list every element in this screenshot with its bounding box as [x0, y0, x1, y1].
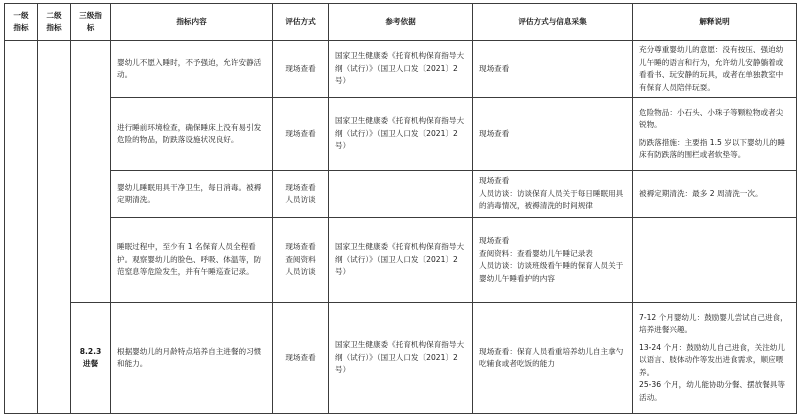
basis-cell: 国家卫生健康委《托育机构保育指导大纲（试行）》（国卫人口发〔2021〕2号） — [329, 41, 473, 98]
level2-cell — [38, 41, 71, 414]
method-line: 现场查看 — [285, 352, 316, 362]
level3-cell-jincan: 8.2.3进餐 — [71, 303, 111, 414]
method-info-cell — [473, 303, 633, 414]
explain-line: 13-24 个月：鼓励幼儿自己进食，关注幼儿以语言、肢体动作等发出进食需求，顺应喂养。 — [639, 342, 785, 377]
method-cell — [273, 171, 329, 218]
header-method-info: 评估方式与信息采集 — [473, 4, 633, 41]
header-explain: 解释说明 — [633, 4, 797, 41]
method-info-cell — [473, 171, 633, 218]
method-info-line: 人员访谈：访谈班级看午睡的保育人员关于婴幼儿午睡看护的内容 — [479, 261, 624, 283]
method-cell — [273, 98, 329, 171]
header-content: 指标内容 — [111, 4, 273, 41]
method-line: 现场查看 查阅资料 人员访谈 — [285, 242, 316, 277]
method-line: 现场查看 — [285, 63, 316, 73]
explain-line: 充分尊重婴幼儿的意愿：没有按压、强迫幼儿午睡的语言和行为，允许幼儿安静躺着或看看书、玩安静的玩具，或者在单独教室中有保育人员陪伴玩耍。 — [639, 45, 784, 92]
content-cell: 婴幼儿不愿入睡时，不予强迫，允许安静活动。 — [111, 41, 273, 98]
content-cell: 根据婴幼儿的月龄特点培养自主进餐的习惯和能力。 — [111, 303, 273, 414]
header-row — [5, 4, 797, 41]
explain-cell — [633, 303, 797, 414]
content-cell: 婴幼儿睡眠用具干净卫生，每日消毒。被褥定期清洗。 — [111, 171, 273, 218]
explain-cell — [633, 171, 797, 218]
explain-cell — [633, 41, 797, 98]
level1-cell — [5, 41, 38, 414]
content-cell: 睡眠过程中，至少有 1 名保育人员全程看护。观察婴幼儿的脸色、呼吸、体温等，防范窒息等危险发生，并有午睡巡查记录。 — [111, 218, 273, 303]
explain-cell — [633, 218, 797, 303]
method-cell — [273, 218, 329, 303]
table-row — [5, 303, 797, 414]
explain-line: 被褥定期清洗：最多 2 周清洗一次。 — [639, 188, 763, 198]
method-info-line: 现场查看 — [479, 128, 510, 138]
document-page — [0, 3, 800, 415]
content-cell: 进行睡前环境检查，确保睡床上没有易引发危险的物品，防跌落设施状况良好。 — [111, 98, 273, 171]
table-row — [5, 218, 797, 303]
level3-cell — [71, 41, 111, 303]
method-info-line: 人员访谈：访谈保育人员关于每日睡眠用具的消毒情况，被褥清洗的时间规律 — [479, 188, 624, 211]
explain-line: 7-12 个月婴幼儿：鼓励婴儿尝试自己进食，培养进餐兴趣。 — [639, 312, 788, 335]
basis-cell: 国家卫生健康委《托育机构保育指导大纲（试行）》（国卫人口发〔2021〕2号） — [329, 98, 473, 171]
header-level2: 二级指标 — [38, 4, 71, 41]
method-info-line: 现场查看：保育人员看重培养幼儿自主拿勺吃辅食或者吃饭的能力 — [479, 346, 624, 368]
header-basis: 参考依据 — [329, 4, 473, 41]
table-row — [5, 41, 797, 98]
basis-cell: 国家卫生健康委《托育机构保育指导大纲（试行）》（国卫人口发〔2021〕2号） — [329, 218, 473, 303]
method-info-cell — [473, 41, 633, 98]
explain-line: 防跌落措施：主要指 1.5 岁以下婴幼儿的睡床有防跌落的围栏或者软垫等。 — [639, 137, 785, 159]
header-method: 评估方式 — [273, 4, 329, 41]
header-level3: 三级指标 — [71, 4, 111, 41]
method-info-line: 现场查看 — [479, 176, 510, 186]
method-cell — [273, 303, 329, 414]
table-row — [5, 171, 797, 218]
method-info-cell — [473, 218, 633, 303]
table-row — [5, 98, 797, 171]
method-info-line: 查阅资料：查看婴幼儿午睡记录表 — [479, 248, 593, 258]
method-info-line: 现场查看 — [479, 236, 510, 245]
basis-cell — [329, 171, 473, 218]
method-line: 现场查看 人员访谈 — [285, 182, 316, 204]
explain-line: 危险物品：小石头、小珠子等颗粒物或者尖锐物。 — [639, 107, 784, 129]
method-info-line: 现场查看 — [479, 63, 510, 73]
header-level1: 一级指标 — [5, 4, 38, 41]
method-cell — [273, 41, 329, 98]
explain-line: 25-36 个月，幼儿能协助分餐、摆放餐具等活动。 — [639, 380, 785, 402]
evaluation-table — [4, 3, 797, 414]
explain-cell — [633, 98, 797, 171]
method-line: 现场查看 — [285, 128, 316, 138]
basis-cell: 国家卫生健康委《托育机构保育指导大纲（试行）》（国卫人口发〔2021〕2号） — [329, 303, 473, 414]
method-info-cell — [473, 98, 633, 171]
